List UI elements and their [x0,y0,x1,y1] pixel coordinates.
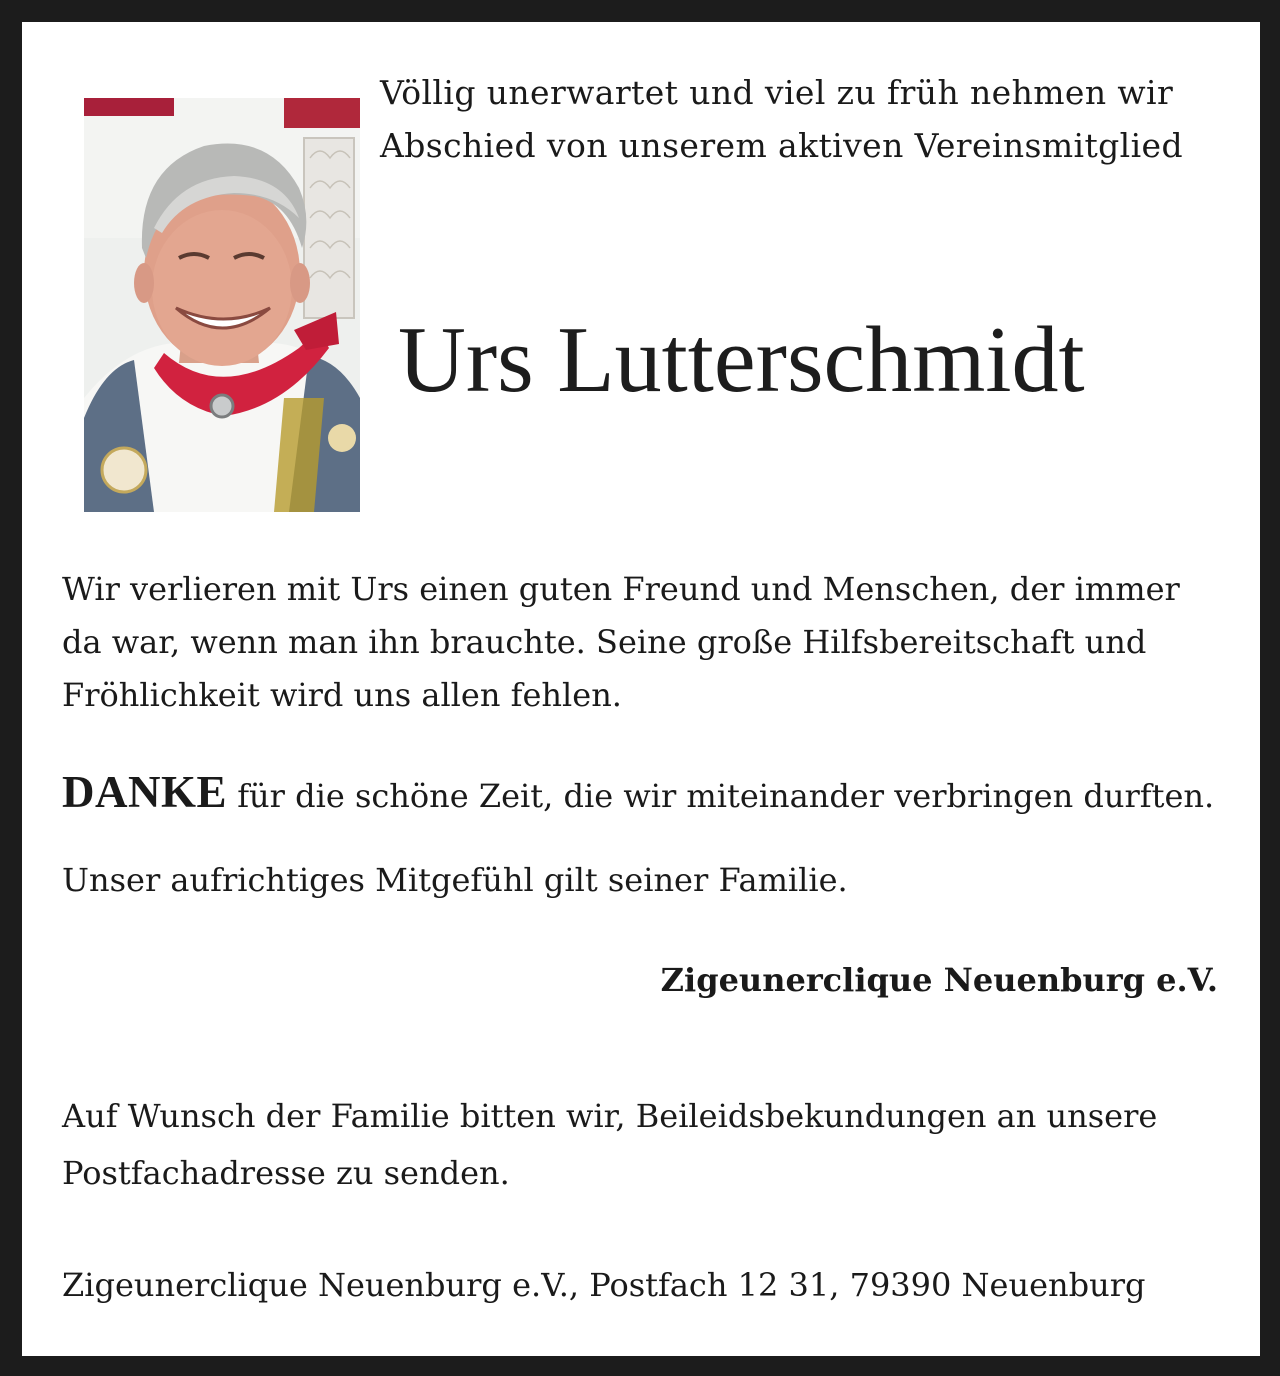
condolence-request [62,1088,1222,1202]
deceased-name: Urs Lutterschmidt [398,308,1085,412]
sympathy-line: Unser aufrichtiges Mitgefühl gilt seiner Familie. [62,861,848,899]
thanks-line [62,762,1222,826]
tribute-line: Fröhlichkeit wird uns allen fehlen. [62,676,622,714]
portrait-photo [84,98,360,512]
thanks-emphasis: DANKE [62,767,228,817]
request-line: Postfachadresse zu senden. [62,1154,510,1192]
tribute-line: Wir verlieren mit Urs einen guten Freund und Menschen, der immer [62,570,1180,608]
thanks-text: für die schöne Zeit, die wir miteinander verbringen durften. [227,777,1215,815]
intro-text [380,66,1230,172]
request-line: Auf Wunsch der Familie bitten wir, Beileidsbekundungen an unsere [62,1097,1158,1135]
intro-line: Abschied von unserem aktiven Vereinsmitglied [380,126,1184,165]
tribute-line: da war, wenn man ihn brauchte. Seine große Hilfsbereitschaft und [62,623,1147,661]
intro-line: Völlig unerwartet und viel zu früh nehmen wir [380,73,1174,112]
club-signature: Zigeunerclique Neuenburg e.V. [660,961,1218,999]
tribute-paragraph [62,563,1222,722]
postal-address: Zigeunerclique Neuenburg e.V., Postfach 12 31, 79390 Neuenburg [62,1266,1146,1304]
